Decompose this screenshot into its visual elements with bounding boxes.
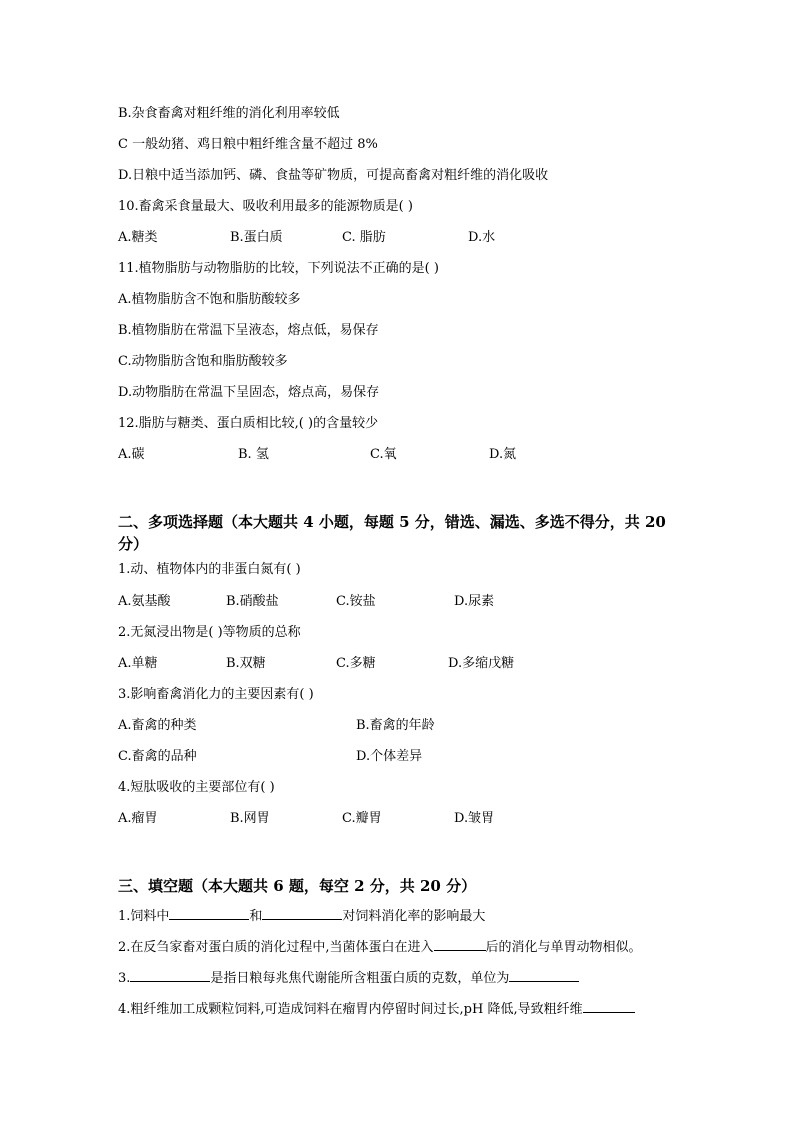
mq4-option-d: D.皱胃 xyxy=(454,811,495,826)
mq1-option-c: C.铵盐 xyxy=(336,594,376,609)
fill-q4 xyxy=(118,999,635,1018)
mq2-option-c: C.多糖 xyxy=(336,656,376,671)
fill-q4-text-1: 4.粗纤维加工成颗粒饲料,可造成饲料在瘤胃内停留时间过长,pH 降低,导致粗纤维 xyxy=(118,1002,583,1017)
mq1-option-d: D.尿素 xyxy=(454,594,495,609)
q10-option-c: C. 脂肪 xyxy=(342,230,386,245)
q12-option-c: C.氧 xyxy=(370,447,397,462)
mq1-option-a: A.氨基酸 xyxy=(118,594,171,609)
fill-q1-text-3: 对饲料消化率的影响最大 xyxy=(342,909,486,924)
q12-stem: 12.脂肪与糖类、蛋白质相比较,( )的含量较少 xyxy=(118,416,379,431)
fill-q1 xyxy=(118,906,485,925)
fill-q2 xyxy=(118,937,642,956)
q11-option-a: A.植物脂肪含不饱和脂肪酸较多 xyxy=(118,292,301,307)
mq3-option-b: B.畜禽的年龄 xyxy=(356,718,435,733)
q11-option-d: D.动物脂肪在常温下呈固态，熔点高，易保存 xyxy=(118,385,380,400)
fill-q3 xyxy=(118,968,579,987)
q10-stem: 10.畜禽采食量最大、吸收利用最多的能源物质是( ) xyxy=(118,199,413,214)
fill-q3-text-1: 3. xyxy=(118,971,131,986)
mq2-option-b: B.双糖 xyxy=(226,656,266,671)
q11-option-b: B.植物脂肪在常温下呈液态，熔点低，易保存 xyxy=(118,323,379,338)
q11-stem: 11.植物脂肪与动物脂肪的比较，下列说法不正确的是( ) xyxy=(118,261,439,276)
q10-option-d: D.水 xyxy=(468,230,496,245)
q12-option-a: A.碳 xyxy=(118,447,145,462)
q10-option-b: B.蛋白质 xyxy=(230,230,283,245)
q11-option-c: C.动物脂肪含饱和脂肪酸较多 xyxy=(118,354,288,369)
mq1-stem: 1.动、植物体内的非蛋白氮有( ) xyxy=(118,562,301,577)
fill-q3-blank-2[interactable] xyxy=(509,968,579,982)
q12-option-b: B. 氢 xyxy=(238,447,269,462)
q10-option-a: A.糖类 xyxy=(118,230,158,245)
fill-q2-text-2: 后的消化与单胃动物相似。 xyxy=(485,940,642,955)
mq4-stem: 4.短肽吸收的主要部位有( ) xyxy=(118,780,275,795)
mq3-option-d: D.个体差异 xyxy=(356,749,423,764)
fill-q1-text-2: 和 xyxy=(249,909,263,924)
mq2-stem: 2.无氮浸出物是( )等物质的总称 xyxy=(118,625,301,640)
mq3-stem: 3.影响畜禽消化力的主要因素有( ) xyxy=(118,687,314,702)
q9-option-b: B.杂食畜禽对粗纤维的消化利用率较低 xyxy=(118,106,340,121)
mq3-option-a: A.畜禽的种类 xyxy=(118,718,197,733)
mq2-option-d: D.多缩戊糖 xyxy=(448,656,515,671)
mq4-option-a: A.瘤胃 xyxy=(118,811,158,826)
fill-q2-blank-1[interactable] xyxy=(434,937,486,951)
fill-q1-text-1: 1.饲料中 xyxy=(118,909,170,924)
q9-option-c: C 一般幼猪、鸡日粮中粗纤维含量不超过 8% xyxy=(118,137,378,152)
mq4-option-c: C.瓣胃 xyxy=(342,811,382,826)
q9-option-d: D.日粮中适当添加钙、磷、食盐等矿物质，可提高畜禽对粗纤维的消化吸收 xyxy=(118,168,549,183)
mq1-option-b: B.硝酸盐 xyxy=(226,594,279,609)
fill-q1-blank-2[interactable] xyxy=(262,906,342,920)
fill-q4-blank-1[interactable] xyxy=(583,999,635,1013)
section-3-heading: 三、填空题（本大题共 6 题，每空 2 分，共 20 分） xyxy=(118,877,477,895)
q12-option-d: D.氮 xyxy=(489,447,517,462)
fill-q2-text-1: 2.在反刍家畜对蛋白质的消化过程中,当菌体蛋白在进入 xyxy=(118,940,434,955)
fill-q1-blank-1[interactable] xyxy=(169,906,249,920)
fill-q3-blank-1[interactable] xyxy=(130,968,210,982)
fill-q3-text-2: 是指日粮每兆焦代谢能所含粗蛋白质的克数，单位为 xyxy=(210,971,510,986)
mq3-option-c: C.畜禽的品种 xyxy=(118,749,197,764)
mq2-option-a: A.单糖 xyxy=(118,656,158,671)
section-2-heading: 二、多项选择题（本大题共 4 小题，每题 5 分，错选、漏选、多选不得分，共 20 分） xyxy=(118,513,666,553)
mq4-option-b: B.网胃 xyxy=(230,811,270,826)
